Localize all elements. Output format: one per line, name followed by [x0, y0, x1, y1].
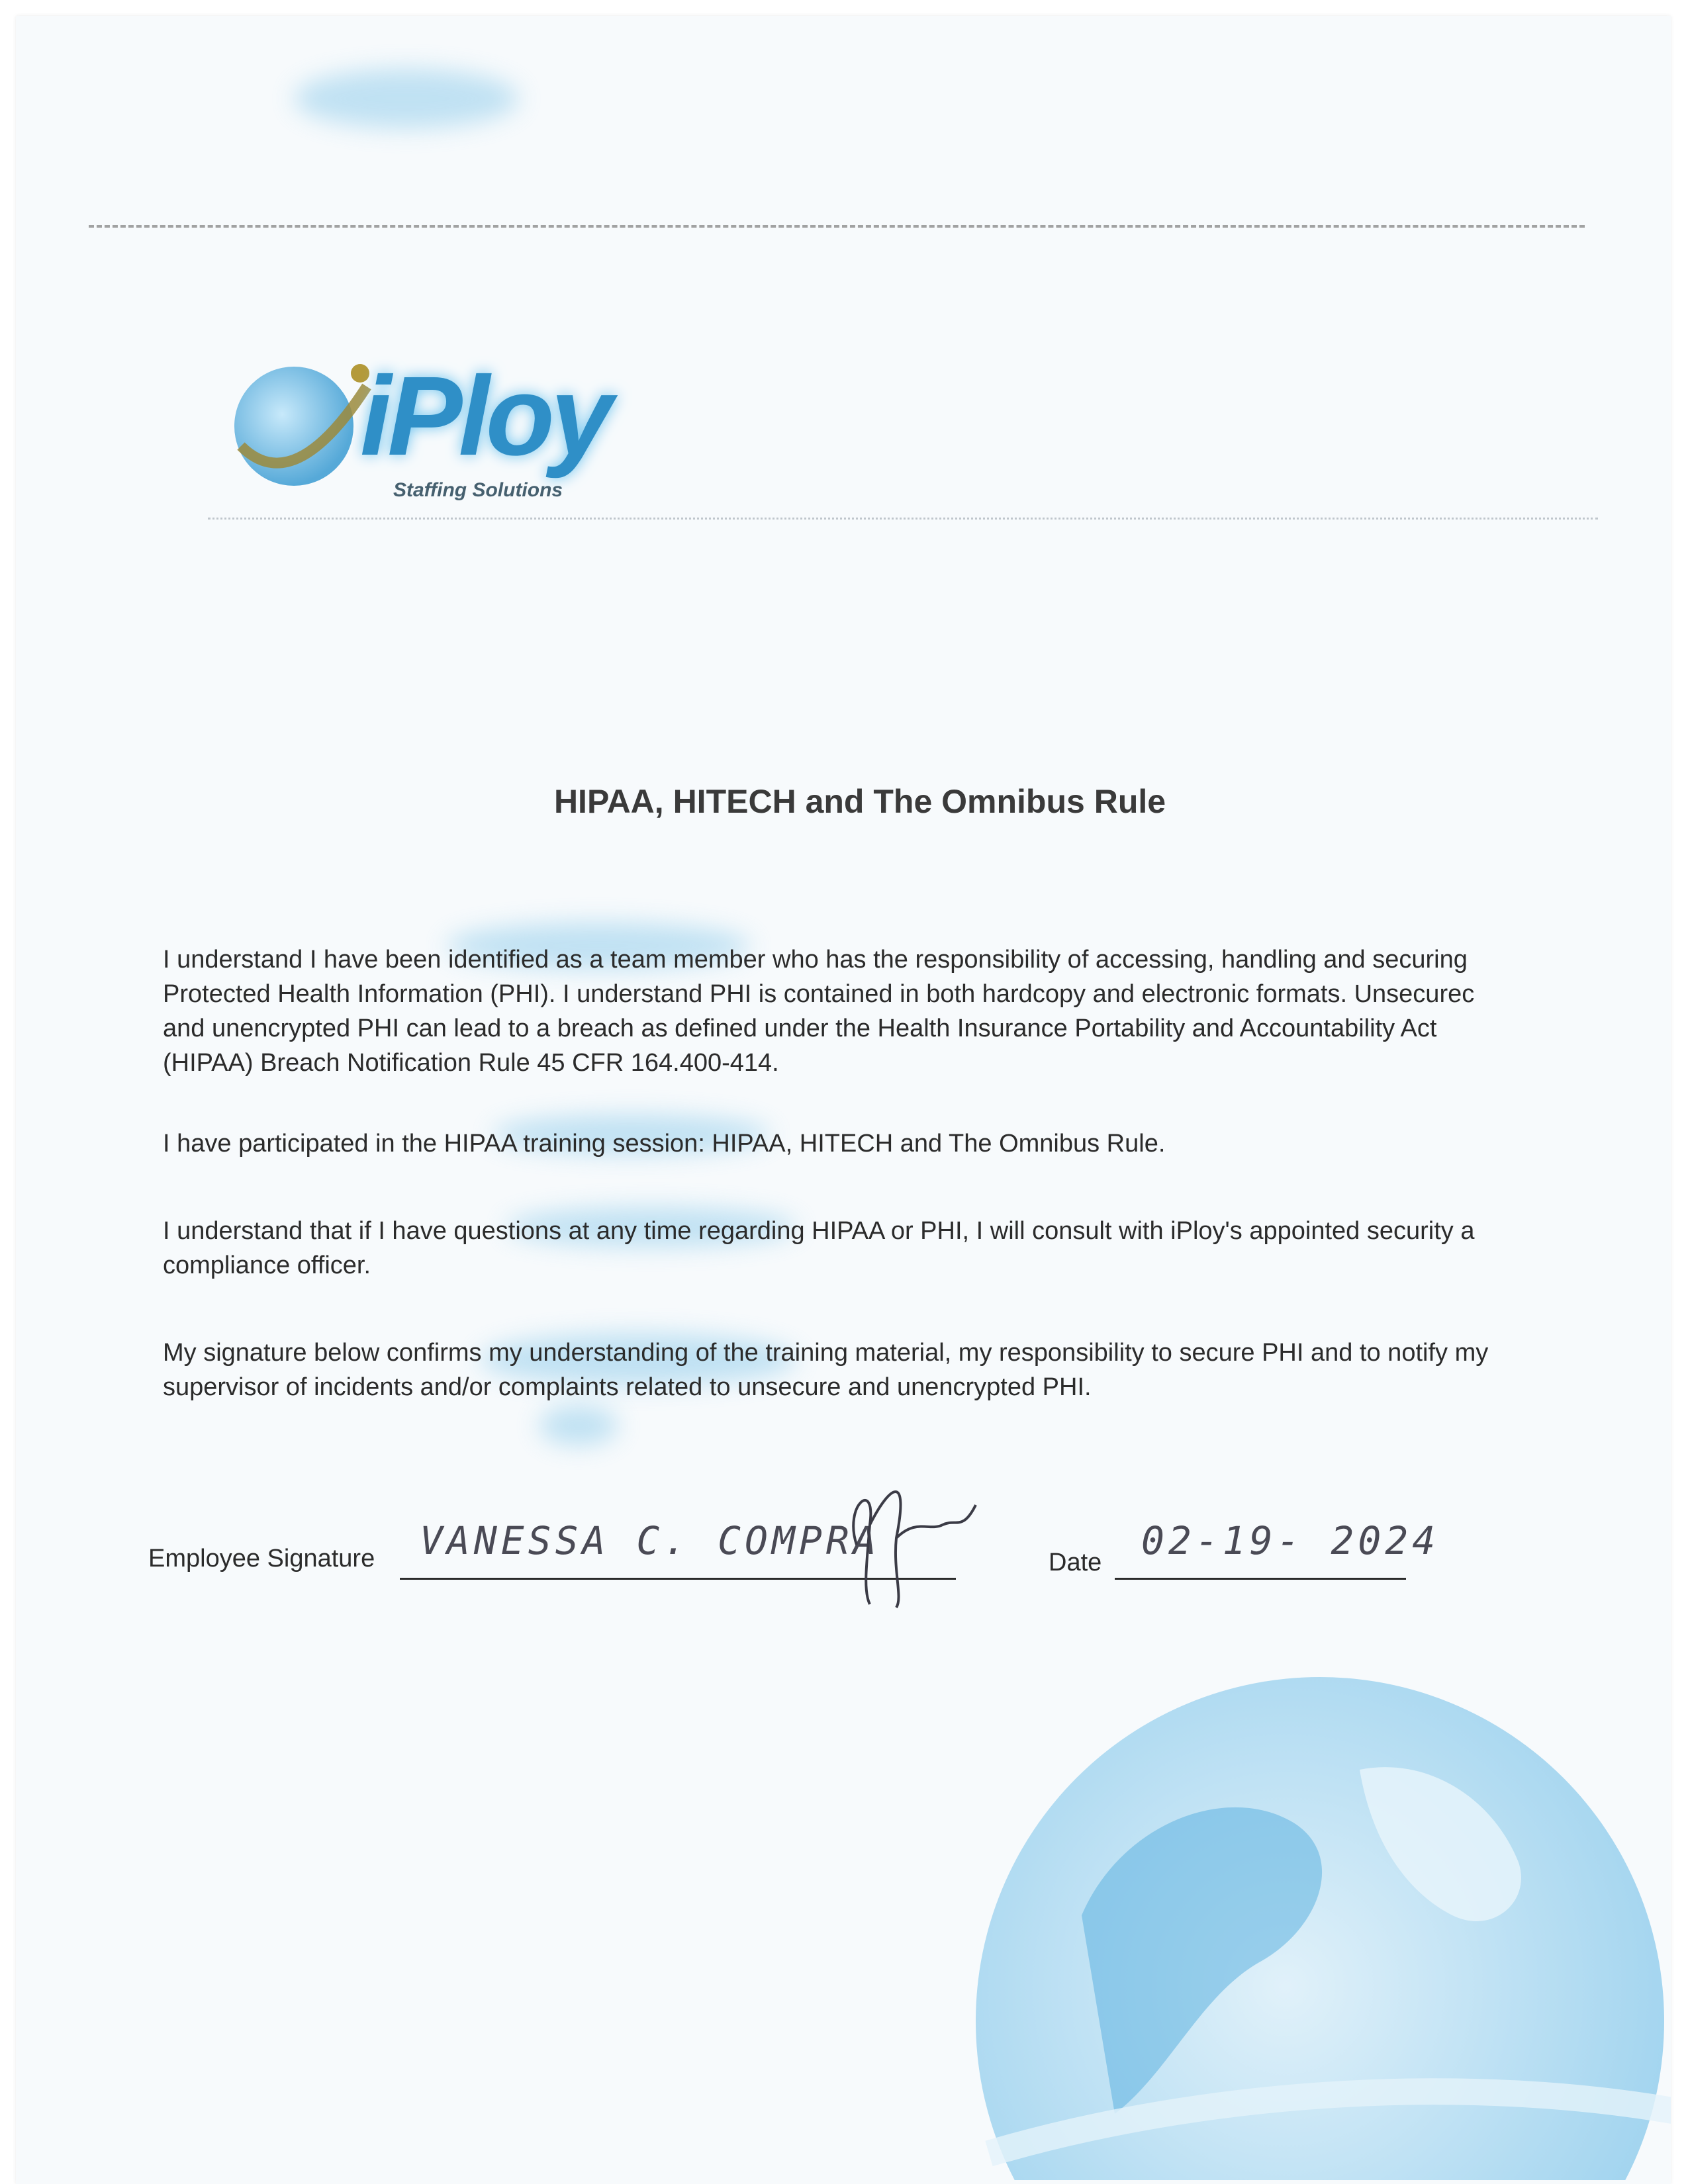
toner-smudge — [294, 69, 519, 128]
paragraph-line: compliance officer. — [163, 1251, 371, 1279]
logo-tagline: Staffing Solutions — [393, 479, 563, 501]
paragraph-line: (HIPAA) Breach Notification Rule 45 CFR 164.400-414. — [163, 1049, 779, 1077]
employee-name-handwritten: VANESSA C. COMPRA — [420, 1518, 880, 1563]
paragraph-line: supervisor of incidents and/or complaints related to unsecure and unencrypted PHI. — [163, 1373, 1092, 1401]
paragraph-line: I understand that if I have questions at any time regarding HIPAA or PHI, I will consult with iPloy's appointed security a — [163, 1217, 1475, 1245]
handwritten-signature — [830, 1465, 989, 1611]
paragraph-confirmation — [163, 1336, 1626, 1404]
paragraph-line: My signature below confirms my understanding of the training material, my responsibility to secure PHI and to notify my — [163, 1339, 1489, 1367]
date-line — [1115, 1578, 1406, 1580]
paragraph-line: I understand I have been identified as a team member who has the responsibility of accessing, handling and securing — [163, 946, 1468, 974]
date-label: Date — [1049, 1549, 1102, 1576]
toner-smudge — [539, 1406, 618, 1445]
paragraph-line: I have participated in the HIPAA training session: HIPAA, HITECH and The Omnibus Rule. — [163, 1130, 1166, 1158]
employee-signature-label: Employee Signature — [148, 1545, 375, 1572]
paragraph-line: and unencrypted PHI can lead to a breach as defined under the Health Insurance Portability and Accountability Act — [163, 1015, 1437, 1042]
paragraph-training — [163, 1126, 1626, 1161]
header-divider — [89, 225, 1585, 228]
date-handwritten: 02-19- 2024 — [1141, 1518, 1440, 1563]
company-logo — [221, 347, 698, 519]
paragraph-questions — [163, 1214, 1626, 1283]
logo-wordmark: iPloy — [360, 353, 610, 479]
paragraph-line: Protected Health Information (PHI). I understand PHI is contained in both hardcopy and electronic formats. Unsecurec — [163, 980, 1475, 1008]
logo-divider — [208, 518, 1598, 520]
document-title: HIPAA, HITECH and The Omnibus Rule — [553, 783, 1166, 820]
paragraph-acknowledgement — [163, 942, 1626, 1080]
globe-watermark-icon — [949, 1651, 1671, 2180]
scanned-page — [16, 16, 1671, 2184]
